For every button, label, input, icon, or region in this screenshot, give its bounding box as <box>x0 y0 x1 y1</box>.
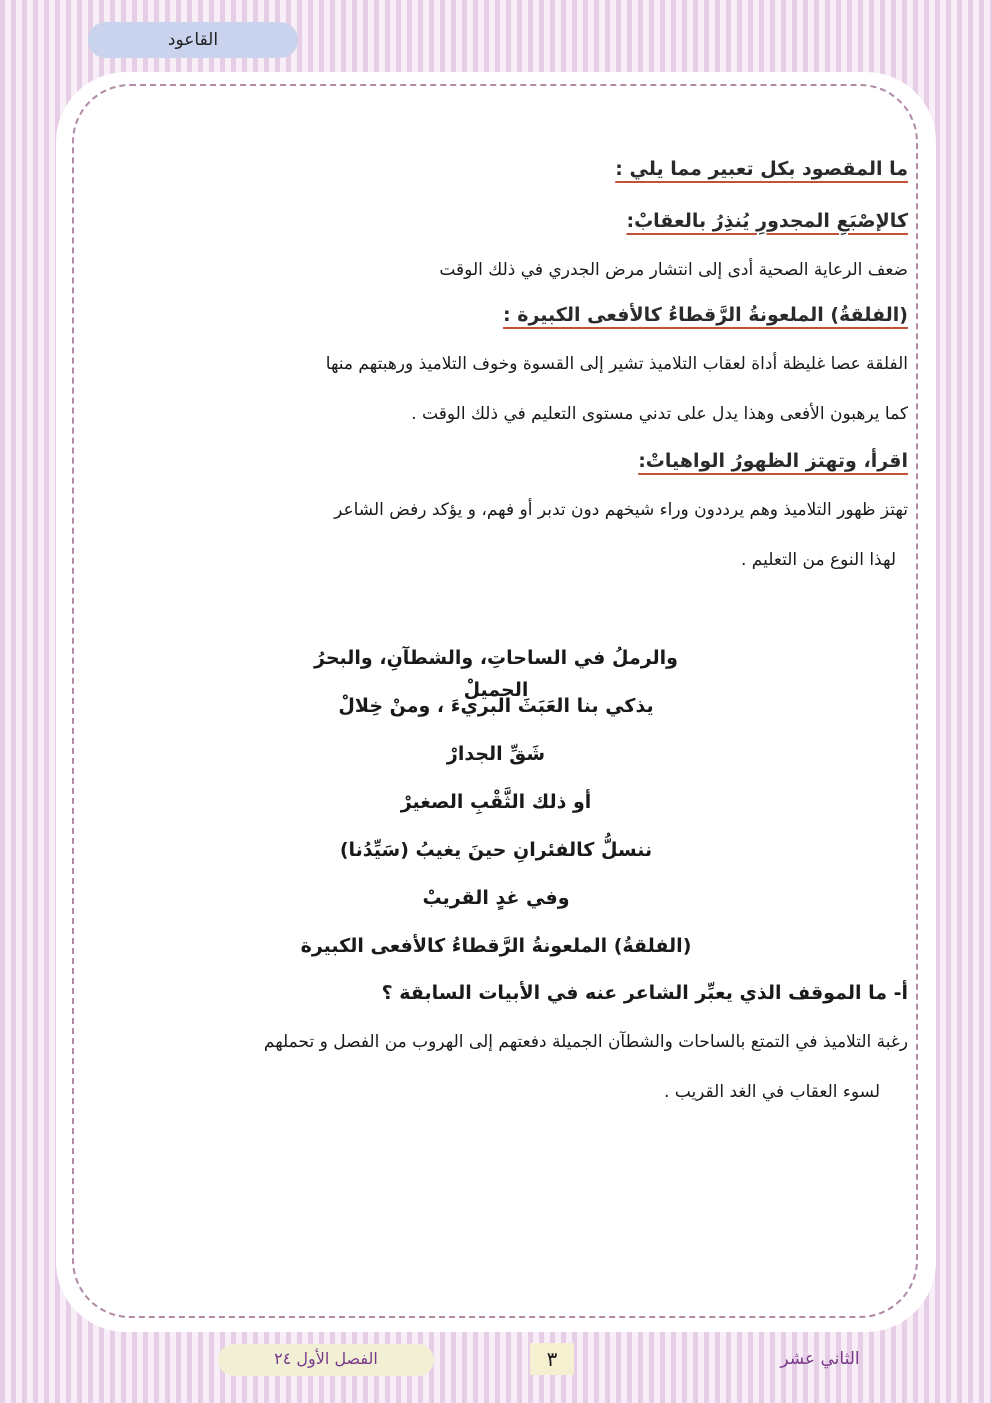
answer-2-line-1: الفلقة عصا غليظة أداة لعقاب التلاميذ تشير إلى القسوة وخوف التلاميذ ورهبتهم منها <box>325 354 908 374</box>
question-3: اقرأ، وتهتز الظهورُ الواهياتْ: <box>638 450 908 472</box>
answer-3-line-2: لهذا النوع من التعليم . <box>741 550 896 570</box>
poem-line-5: ننسلُّ كالفئرانِ حينَ يغيبُ (سَيِّدُنا) <box>339 839 653 861</box>
poem-line-6: وفي غدٍ القريبْ <box>422 887 570 909</box>
poem-line-7: (الفلقةُ) الملعونةُ الرَّقطاءُ كالأفعى الكبيرة <box>300 935 692 957</box>
poem-block <box>296 642 696 978</box>
answer-2-line-2: كما يرهبون الأفعى وهذا يدل على تدني مستوى التعليم في ذلك الوقت . <box>411 404 908 424</box>
header-label: القاعود <box>88 22 298 58</box>
main-question: ما المقصود بكل تعبير مما يلي : <box>615 158 908 180</box>
poem-line-1: والرملُ في الساحاتِ، والشطآنِ، والبحرُ الجميلْ <box>314 647 678 701</box>
question-a: أ- ما الموقف الذي يعبِّر الشاعر عنه في الأبيات السابقة ؟ <box>381 982 908 1004</box>
footer-term-label: الفصل الأول ٢٤ <box>218 1344 434 1376</box>
page-number: ٣ <box>530 1343 574 1375</box>
poem-line-2: يذكي بنا العَبَثَ البريءَ ، ومنْ خِلالْ <box>338 695 654 717</box>
poem-line-4: أو ذلك الثَّقْبِ الصغيرْ <box>400 791 592 813</box>
answer-3-line-1: تهتز ظهور التلاميذ وهم يرددون وراء شيخهم دون تدبر أو فهم، و يؤكد رفض الشاعر <box>334 500 908 520</box>
poem-line-3: شَقِّ الجدارْ <box>446 743 546 765</box>
question-2: (الفلقةُ) الملعونةُ الرَّقطاءُ كالأفعى الكبيرة : <box>503 304 908 326</box>
answer-1-line-1: ضعف الرعاية الصحية أدى إلى انتشار مرض الجدري في ذلك الوقت <box>439 260 908 280</box>
footer-grade-label: الثاني عشر <box>780 1349 860 1369</box>
answer-a-line-2: لسوء العقاب في الغد القريب . <box>663 1082 880 1102</box>
answer-a-line-1: رغبة التلاميذ في التمتع بالساحات والشطآن الجميلة دفعتهم إلى الهروب من الفصل و تحملهم <box>263 1032 908 1052</box>
question-1: كالإصْبَعِ المجدورِ يُنذِرُ بالعقابْ: <box>626 210 908 232</box>
